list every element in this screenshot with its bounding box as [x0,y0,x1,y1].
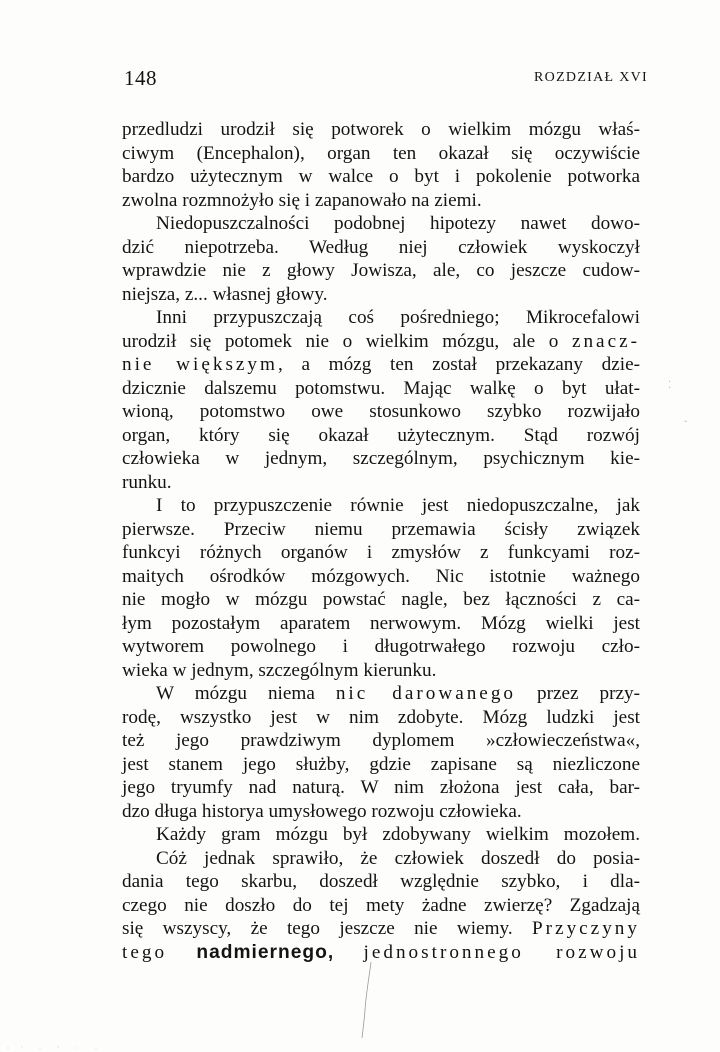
spaced-word: jednostronnego rozwoju [363,941,641,963]
text-line: się wszyscy, że tego jeszcze nie wiemy. Przyczyny [122,918,640,939]
text-line: tego nadmiernego, jednostronnego rozwoju [122,941,641,963]
text-line: Inni przypuszczają coś pośredniego; Mikrocefalowi [156,307,640,328]
text-line: Każdy gram mózgu był zdobywany wielkim mozołem. [156,824,640,845]
text-line: funkcyi różnych organów i zmysłów z funkcyami roz- [122,542,640,563]
text-line: też jego prawdziwym dyplomem »człowieczeństwa«, [122,730,640,751]
text-line: dzić niepotrzeba. Według niej człowiek wyskoczył [122,236,640,258]
spaced-word: nie większym [122,354,278,375]
text-line: Cóż jednak sprawiło, że człowiek doszedł do posia- [156,847,640,869]
text-line: dania tego skarbu, doszedł względnie szybko, i dla- [122,871,640,892]
text-line: wytworem powolnego i długotrwałego rozwoju czło- [122,636,640,657]
pencil-stroke [360,960,374,1040]
text-line: ciwym (Encephalon), organ ten okazał się oczywiście [122,142,640,164]
text-line: przedludzi urodził się potworek o wielkim mózgu właś- [122,119,640,140]
body-text [122,118,640,964]
text-line: bardzo użytecznym w walce o byt i pokolenie potworka [122,166,640,187]
text-line: czego nie doszło do tej mety żadne zwierzę? Zgadzają [122,894,640,916]
text-line: runku. [122,471,172,493]
text-line: rodę, wszystko jest w nim zdobyte. Mózg ludzki jest [122,706,640,728]
margin-speck: ˇ [684,420,688,431]
text-line: Niedopuszczalności podobnej hipotezy nawet dowo- [156,213,640,234]
text-line: pierwsze. Przeciw niemu przemawia ścisły związek [122,518,640,540]
margin-speck: ⁚ [668,380,672,391]
spaced-word: Przyczyny [532,918,640,939]
text-line: wprawdzie nie z głowy Jowisza, ale, co jeszcze cudow- [122,260,640,281]
text-line: jest stanem jego służby, gdzie zapisane są niezliczone [122,753,640,775]
text-line: wioną, potomstwo owe stosunkowo szybko rozwijało [122,401,640,422]
text-line: I to przypuszczenie równie jest niedopuszczalne, jak [156,495,640,516]
page-number: 148 [124,66,157,90]
text-line: maitych ośrodków mózgowych. Nic istotnie ważnego [122,565,640,587]
running-head: ROZDZIAŁ XVI [534,70,648,85]
text-line: jego tryumfy nad naturą. W nim złożona jest cała, bar- [122,777,640,798]
text-line: człowieka w jednym, szczególnym, psychicznym kie- [122,448,640,469]
text-line: organ, który się okazał użytecznym. Stąd rozwój [122,424,640,446]
spaced-word: nic darowanego [335,683,517,704]
text-line: urodził się potomek nie o wielkim mózgu, ale o znacz- [122,330,640,352]
text-line: zwolna rozmnożyło się i zapanowało na ziemi. [122,189,482,211]
scan-specks [0,1042,140,1052]
text-line: łym pozostałym aparatem nerwowym. Mózg wielki jest [122,612,640,634]
spaced-word: znacz- [571,330,640,352]
text-line: wieka w jednym, szczególnym kierunku. [122,659,437,681]
text-line: niejsza, z... własnej głowy. [122,283,328,305]
text-line: nie mogło w mózgu powstać nagle, bez łączności z ca- [122,589,640,610]
text-line: W mózgu niema nic darowanego przez przy- [156,683,640,704]
text-line: nie większym, a mózg ten został przekazany dzie- [122,354,640,375]
text-line: dzo długa historya umysłowego rozwoju człowieka. [122,800,522,822]
bold-word: nadmiernego, [196,941,335,963]
text-line: dzicznie dalszemu potomstwu. Mając walkę o byt ułat- [122,377,640,399]
